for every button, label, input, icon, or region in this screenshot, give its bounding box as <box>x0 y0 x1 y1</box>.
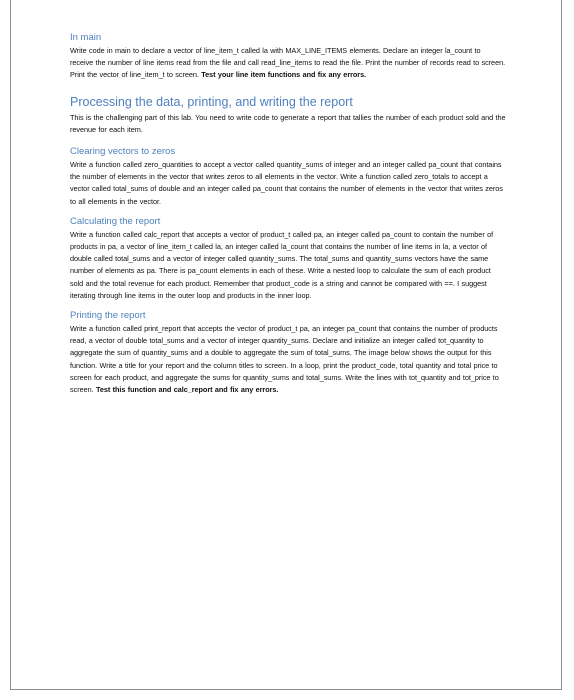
paragraph-printing-report-bold: Test this function and calc_report and fix any errors. <box>95 385 279 395</box>
paragraph-printing-report-text: Write a function called print_report that accepts the vector of product_t pa, an integer pa_count that contains the number of products read, a vector of double total_sums and a vector of integer quantity_sums. Declare and initialize an integer called tot_quantity to aggregate the sum of quantity_sums and a double to aggregate the sum of total_sums. The image below shows the output for this function. Write a title for your report and the column titles to screen. In a loop, print the product_code, total quantity and total price to screen for each product, and aggregate the sums for quantity_sums and total_sums. Write the lines with tot_quantity and tot_price to screen. <box>70 324 499 395</box>
heading-clearing-vectors: Clearing vectors to zeros <box>70 146 176 158</box>
paragraph-printing-report <box>70 323 506 396</box>
heading-printing-report: Printing the report <box>70 310 146 322</box>
heading-in-main: In main <box>70 32 102 43</box>
document-body <box>70 32 506 396</box>
heading-calculating-report: Calculating the report <box>70 215 161 227</box>
heading-processing: Processing the data, printing, and writing the report <box>70 94 353 109</box>
paragraph-clearing-vectors: Write a function called zero_quantities to accept a vector called quantity_sums of integer and an integer called pa_count that contains the number of elements in the vector that writes zeros to all elements in the vector. Write a function called zero_totals to accept a vector called total_sums of double and an integer called pa_count that contains the number of elements in the vector that writes zeros to all elements in the vector. <box>70 160 503 206</box>
paragraph-in-main-text: Write code in main to declare a vector of line_item_t called la with MAX_LINE_ITEMS elements. Declare an integer la_count to receive the number of line items read from the file and call read_line_items to read the file. Print the number of records read to screen. Print the vector of line_item_t to screen. <box>70 46 506 80</box>
paragraph-in-main-bold: Test your line item functions and fix any errors. <box>201 70 367 80</box>
paragraph-processing: This is the challenging part of this lab. You need to write code to generate a report that tallies the number of each product sold and the revenue for each item. <box>70 112 506 134</box>
paragraph-calculating-report: Write a function called calc_report that accepts a vector of product_t called pa, an integer called pa_count to contain the number of products in pa, a vector of line_item_t called la, an integer called la_count that contains the number of line items in la, a vector of double called total_sums and a vector of integer called quantity_sums. The total_sums and quantity_sums vectors have the same number of elements as pa. There is pa_count elements in each of these. Write a nested loop to calculate the sum of each product sold and the total revenue for each product. Remember that product_code is a string and cannot be compared with ==. I suggest iterating through line items in the outer loop and products in the inner loop. <box>70 229 494 300</box>
paragraph-in-main <box>70 45 506 82</box>
